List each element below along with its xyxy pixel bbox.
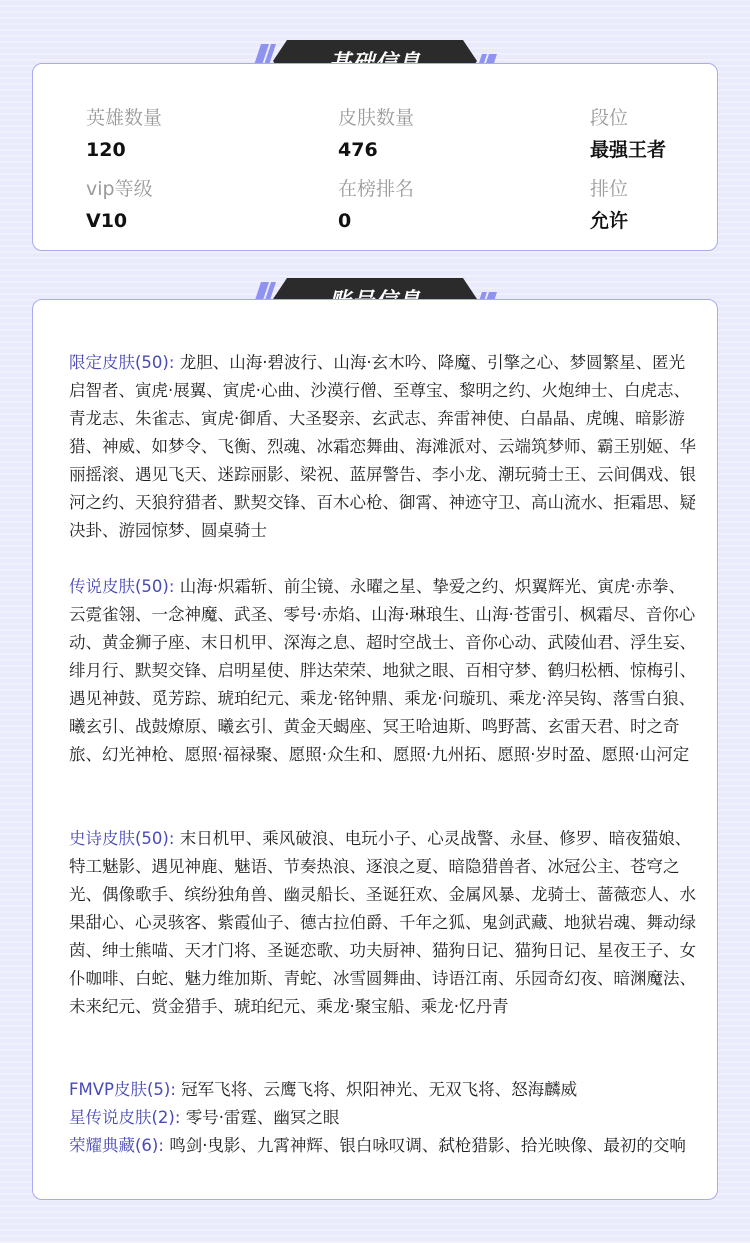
stat-ranked-status	[590, 177, 628, 233]
stat-value: 120	[86, 139, 126, 161]
limited-skins-label: 限定皮肤(50):	[69, 353, 175, 372]
stat-label: 皮肤数量	[338, 107, 415, 129]
stat-value: 允许	[590, 210, 629, 232]
legend-skins-section	[69, 573, 697, 769]
fmvp-skins-list: 冠军飞将、云鹰飞将、炽阳神光、无双飞将、怒海麟威	[181, 1080, 578, 1099]
legend-skins-list: 山海·炽霜斩、前尘镜、永曜之星、挚爱之约、炽翼辉光、寅虎·赤拳、云霓雀翎、一念神魔、武圣、零号·赤焰、山海·琳琅生、山海·苍雷引、枫霜尽、音你心动、黄金狮子座、末日机甲、深海之息、超时空战士、音你心动、武陵仙君、浮生妄、绯月行、默契交锋、启明星使、胖达荣荣、地狱之眼、百相守梦、鹤归松栖、惊梅引、遇见神鼓、觅芳踪、琥珀纪元、乘龙·铭钟鼎、乘龙·问璇玑、乘龙·淬吴钩、落雪白狼、曦玄引、战鼓燎原、曦玄引、黄金天蝎座、冥王哈迪斯、鸣野蒿、玄雷天君、时之奇旅、幻光神枪、愿照·福禄聚、愿照·众生和、愿照·九州拓、愿照·岁时盈、愿照·山河定	[69, 577, 696, 764]
basic-info-card	[32, 63, 718, 251]
stat-label: 段位	[590, 107, 629, 129]
star-legend-skins-label: 星传说皮肤(2):	[69, 1108, 181, 1127]
stat-rank-tier	[590, 106, 666, 162]
stat-skin-count	[338, 106, 414, 162]
fmvp-skins-section	[69, 1076, 697, 1104]
stat-leaderboard-rank	[338, 177, 414, 233]
stat-label: vip等级	[86, 178, 153, 200]
stat-value: 最强王者	[590, 139, 667, 161]
limited-skins-list: 龙胆、山海·碧波行、山海·玄木吟、降魔、引擎之心、梦圆繁星、匿光启智者、寅虎·展翼、寅虎·心曲、沙漠行僧、至尊宝、黎明之约、火炮绅士、白虎志、青龙志、朱雀志、寅虎·御盾、大圣娶亲、玄武志、奔雷神使、白晶晶、虎魄、暗影游猎、神威、如梦令、飞衡、烈魂、冰霜恋舞曲、海滩派对、云端筑梦师、霸王别姬、华丽摇滚、遇见飞天、迷踪丽影、梁祝、蓝屏警告、李小龙、潮玩骑士王、云间偶戏、银河之约、天狼狩猎者、默契交锋、百木心枪、御霄、神迹守卫、高山流水、拒霜思、疑决卦、游园惊梦、圆桌骑士	[69, 353, 696, 540]
star-legend-skins-list: 零号·雷霆、幽冥之眼	[185, 1108, 340, 1127]
stat-value: V10	[86, 210, 128, 232]
limited-skins-section	[69, 349, 697, 545]
glory-collection-label: 荣耀典藏(6):	[69, 1136, 164, 1155]
epic-skins-label: 史诗皮肤(50):	[69, 829, 175, 848]
stat-label: 英雄数量	[86, 107, 163, 129]
stat-label: 在榜排名	[338, 178, 415, 200]
account-info-card	[32, 299, 718, 1200]
stat-hero-count	[86, 106, 162, 162]
glory-collection-section	[69, 1132, 697, 1160]
stat-label: 排位	[590, 178, 629, 200]
epic-skins-list: 末日机甲、乘风破浪、电玩小子、心灵战警、永昼、修罗、暗夜猫娘、特工魅影、遇见神鹿、魅语、节奏热浪、逐浪之夏、暗隐猎兽者、冰冠公主、苍穹之光、偶像歌手、缤纷独角兽、幽灵船长、圣诞狂欢、金属风暴、龙骑士、蔷薇恋人、水果甜心、心灵骇客、紫霞仙子、德古拉伯爵、千年之狐、鬼剑武藏、地狱岩魂、舞动绿茵、绅士熊喵、天才门将、圣诞恋歌、功夫厨神、猫狗日记、猫狗日记、星夜王子、女仆咖啡、白蛇、魅力维加斯、青蛇、冰雪圆舞曲、诗语江南、乐园奇幻夜、暗渊魔法、未来纪元、赏金猎手、琥珀纪元、乘龙·聚宝船、乘龙·忆丹青	[69, 829, 696, 1016]
stat-value: 476	[338, 139, 378, 161]
stat-value: 0	[338, 210, 352, 232]
stat-vip-level	[86, 177, 153, 233]
star-legend-skins-section	[69, 1104, 697, 1132]
glory-collection-list: 鸣剑·曳影、九霄神辉、银白咏叹调、弑枪猎影、拾光映像、最初的交响	[169, 1136, 686, 1155]
legend-skins-label: 传说皮肤(50):	[69, 577, 175, 596]
fmvp-skins-label: FMVP皮肤(5):	[69, 1080, 176, 1099]
epic-skins-section	[69, 825, 697, 1021]
